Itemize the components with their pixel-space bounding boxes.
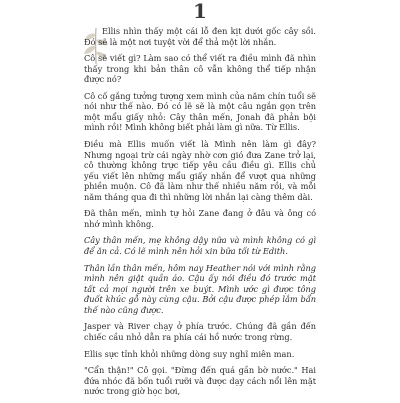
paragraph: Cô sẽ viết gì? Làm sao có thể viết ra điều mình đã nhìn thấy trong khi bản thân cô vẫn không thể tiếp nhận được nó? [84,53,316,85]
paragraph: Cô cố gắng tưởng tượng xem mình của năm chín tuổi sẽ nói như thế nào. Đó có lẽ sẽ là một câu ngắn gọn trên một mẩu giấy nhỏ: Cây thân mến, Jonah đã phản bội mình rồi! Mình không biết phải làm gì nữa. Từ Ellis. [84,90,316,133]
paragraph: Cây thân mến, mẹ không dậy nữa và mình không có gì để ăn cả. Có lẽ mình nên hỏi xin bữa tối từ Edith. [84,235,316,256]
paragraph: Jasper và River chạy ở phía trước. Chúng đã gần đến chiếc cầu nhỏ dẫn ra phía cái hồ nước trong rừng. [84,321,316,342]
chapter-number: 1 [193,0,207,23]
chapter-body [84,26,316,403]
paragraph: Đã thân mến, mình tự hỏi Zane đang ở đâu và ông có nhớ mình không. [84,208,316,229]
paragraph: Ellis nhìn thấy một cái lỗ đen kịt dưới gốc cây sồi. Đó sẽ là một nơi tuyệt vời để thả một lời nhắn. [84,26,316,47]
paragraph: Ellis sực tỉnh khỏi những dòng suy nghĩ miên man. [84,348,295,359]
paragraph: Thân lần thân mến, hôm nay Heather nói với mình rằng mình nên giật quần áo. Cậu ấy nói điều đó trước mặt tất cả mọi người trên xe buýt. Mình ước gì được tông đuốt khúc gỗ này cùng cậu. Bởi cậu được phép lắm bẩn thế nào cũng được. [84,262,316,315]
paragraph: "Cẩn thận!" Cô gọi. "Đừng đến quá gần bờ nước." Hai đứa nhóc đã bốn tuổi rưỡi và được dạy cách nổi lên mặt nước trong giờ học bơi, [84,365,316,397]
paragraph: Điều mà Ellis muốn viết là Mình nên làm gì đây? Nhưng ngoại trừ cái ngày nhờ cơn gió đưa Zane trở lại, cô thường không trực tiếp yêu cầu điều gì. Ellis chủ yếu viết lên những mẩu giấy nhắn để vượt qua những phiền muộn. Cô đã làm như thế nhiều năm rồi, và mỗi năm tháng qua đi thì những lời nhắn lại càng thêm dài. [84,139,316,202]
